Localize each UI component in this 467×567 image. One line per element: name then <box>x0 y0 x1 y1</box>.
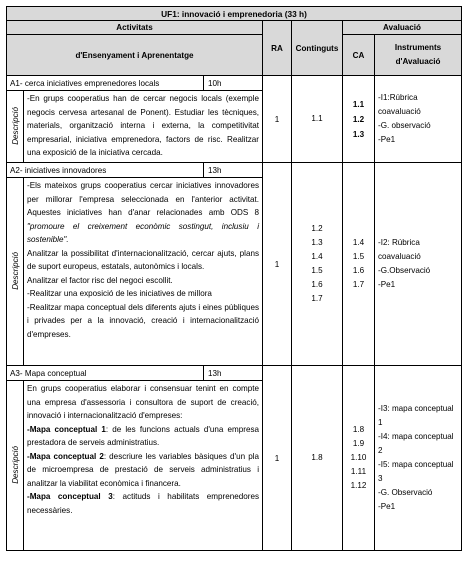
header-instruments: Instruments d'Avaluació <box>375 35 462 76</box>
table-title: UF1: innovació i emprenedoria (33 h) <box>7 7 462 21</box>
description-text: En grups cooperatius elaborar i consensuar tenint en compte una empresa d'assessoria i consultora de suport de creació, innovació i internacionalització d'empreses: <box>27 384 259 420</box>
ca-item: 1.6 <box>352 266 365 275</box>
instrument-item: -G. observació <box>378 121 431 130</box>
description-label: Descripció <box>10 106 20 145</box>
map-title: -Mapa conceptual 2 <box>27 451 104 461</box>
activity-ca <box>343 366 375 551</box>
activity-continguts <box>292 366 343 551</box>
activity-instruments <box>375 366 462 551</box>
header-ra: RA <box>263 21 292 76</box>
ca-item: 1.2 <box>352 114 365 124</box>
map-item <box>27 450 259 491</box>
instrument-item: -I2: Rúbrica coavaluació <box>378 238 421 261</box>
instrument-item: -G.Observació <box>378 266 431 275</box>
activity-description <box>24 381 263 551</box>
activity-ca <box>343 163 375 366</box>
description-label: Descripció <box>10 445 20 484</box>
contingut-item: 1.8 <box>311 453 323 462</box>
contingut-item: 1.2 <box>311 224 323 233</box>
ca-item: 1.8 <box>352 425 365 434</box>
instrument-item: -I4: mapa conceptual 2 <box>378 432 454 455</box>
activity-name: A1- cerca iniciatives emprenedores locals <box>7 76 204 91</box>
header-avaluacio: Avaluació <box>343 21 462 35</box>
activity-name: A3- Mapa conceptual <box>7 366 204 381</box>
map-item <box>27 490 259 517</box>
activity-instruments <box>375 76 462 163</box>
instrument-item: -I3: mapa conceptual 1 <box>378 404 454 427</box>
activity-description <box>24 178 263 366</box>
description-quote: "promoure el creixement econòmic sostingut, inclusiu i sostenible". <box>27 221 259 244</box>
contingut-item: 1.7 <box>311 294 323 303</box>
ca-item: 1.12 <box>350 481 367 490</box>
description-text: Analitzar la possibilitat d'internacionalització, cercar ajuts, plans de suport europeus, estatals, autonòmics i locals. <box>27 248 259 271</box>
description-label-cell <box>7 381 24 551</box>
header-ca: CA <box>343 35 375 76</box>
ca-item: 1.11 <box>350 467 367 476</box>
contingut-item: 1.6 <box>311 280 323 289</box>
activity-hours: 13h <box>204 366 263 381</box>
ca-item: 1.1 <box>352 99 365 109</box>
activity-hours: 10h <box>204 76 263 91</box>
activity-hours: 13h <box>204 163 263 178</box>
instrument-item: -G. Observació <box>378 488 433 497</box>
map-text: : de les funcions actuals d'una empresa prestadora de serveis administratius. <box>27 424 260 447</box>
instrument-item: -I5: mapa conceptual 3 <box>378 460 454 483</box>
contingut-item: 1.1 <box>311 114 323 123</box>
description-label-cell <box>7 91 24 163</box>
instrument-item: -Pe1 <box>378 502 396 511</box>
activity-name: A2- iniciatives innovadores <box>7 163 204 178</box>
activity-ra: 1 <box>263 366 292 551</box>
description-text: -Realitzar mapa conceptual dels diferents ajuts i eines públiques i privades per a la innovació, creació i internacionalització d'empreses. <box>27 302 259 339</box>
contingut-item: 1.5 <box>311 266 323 275</box>
activity-instruments <box>375 163 462 366</box>
activity-ra: 1 <box>263 163 292 366</box>
map-title: -Mapa conceptual 1 <box>27 424 106 434</box>
instrument-item: -I1:Rúbrica coavaluació <box>378 93 421 116</box>
description-text: Analitzar el factor risc del negoci escollit. <box>27 275 173 285</box>
description-text: -Els mateixos grups cooperatius cercar iniciatives innovadores per millorar l'empresa seleccionada en l'anterior activitat. Aquestes iniciatives han d'anar relacionades amb ODS 8 <box>27 181 259 217</box>
activity-continguts <box>292 163 343 366</box>
header-continguts: Continguts <box>292 21 343 76</box>
instrument-item: -Pe1 <box>378 135 396 144</box>
ca-item: 1.5 <box>352 252 365 261</box>
contingut-item: 1.3 <box>311 238 323 247</box>
contingut-item: 1.4 <box>311 252 323 261</box>
description-text: -En grups cooperatius han de cercar negocis locals (exemple negocis cervesa artesanal de Ponent). Estudiar les tècniques, materials, organització interna i externa, la competitivitat empresarial, iniciativa emprenedora, factors de risc. Realitzar una exposició de la iniciativa cercada. <box>27 94 259 157</box>
map-item <box>27 423 259 450</box>
map-title: -Mapa conceptual 3 <box>27 492 113 501</box>
ca-item: 1.3 <box>352 129 365 139</box>
activity-continguts <box>292 76 343 163</box>
description-label-cell <box>7 178 24 366</box>
ca-item: 1.4 <box>352 238 365 247</box>
ufa-table <box>6 6 462 551</box>
map-text: : descriure les variables bàsiques d'un pla de microempresa de prestació de serveis administratius i analitzar la viabilitat econòmica i financera. <box>27 451 259 488</box>
activity-ca <box>343 76 375 163</box>
ca-item: 1.10 <box>350 453 367 462</box>
description-label: Descripció <box>10 251 20 290</box>
description-text: -Realitzar una exposició de les iniciatives de millora <box>27 289 212 298</box>
header-ensenyament: d'Ensenyament i Aprenentatge <box>7 35 263 76</box>
ca-item: 1.7 <box>352 280 365 289</box>
description-paragraph <box>27 179 259 247</box>
activity-ra: 1 <box>263 76 292 163</box>
activity-description <box>24 91 263 163</box>
instrument-item: -Pe1 <box>378 280 396 289</box>
map-text: : actituds i habilitats emprenedores necessàries. <box>27 492 259 515</box>
ca-item: 1.9 <box>352 439 365 448</box>
header-activitats: Activitats <box>7 21 263 35</box>
